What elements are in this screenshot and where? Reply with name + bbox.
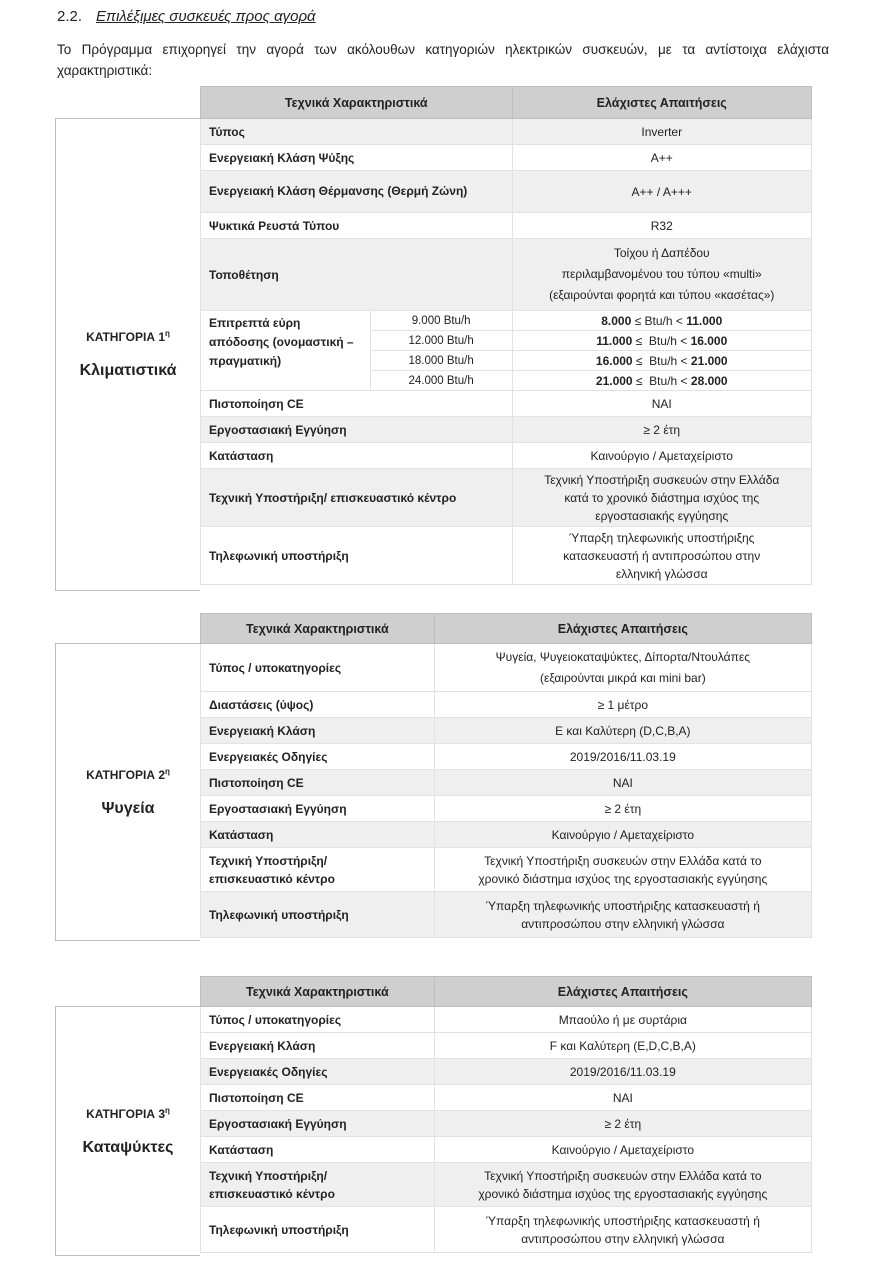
table-row: 24.000 Btu/h 21.000 ≤ Btu/h < 28.000 bbox=[201, 371, 812, 391]
table-row: Ενεργειακή Κλάση Ψύξης A++ bbox=[201, 145, 812, 171]
table-row: 18.000 Btu/h 16.000 ≤ Btu/h < 21.000 bbox=[201, 351, 812, 371]
category-2-cell bbox=[55, 643, 200, 941]
table-row: Πιστοποίηση CE ΝΑΙ bbox=[201, 1085, 812, 1111]
header-req: Ελάχιστες Απαιτήσεις bbox=[512, 87, 812, 119]
category-3-table bbox=[200, 976, 812, 1253]
table-row: Τεχνική Υποστήριξη/ επισκευαστικό κέντρο Τεχνική Υποστήριξη συσκευών στην Ελλάδα κατά το χρονικό διάστημα ισχύος της εργοστασιακής εγγύησης bbox=[201, 848, 812, 892]
table-row: Τύπος / υποκατηγορίες Ψυγεία, Ψυγειοκαταψύκτες, Δίπορτα/Ντουλάπες (εξαιρούνται μικρά και mini bar) bbox=[201, 644, 812, 692]
table-row: Διαστάσεις (ύψος) ≥ 1 μέτρο bbox=[201, 692, 812, 718]
header-req: Ελάχιστες Απαιτήσεις bbox=[434, 614, 811, 644]
category-3-name: Καταψύκτες bbox=[82, 1138, 174, 1156]
category-3-number: ΚΑΤΗΓΟΡΙΑ $3^\eta$ bbox=[86, 1105, 170, 1121]
table-row: Ενεργειακές Οδηγίες 2019/2016/11.03.19 bbox=[201, 744, 812, 770]
section-heading bbox=[57, 8, 316, 25]
intro-paragraph: Το Πρόγραμμα επιχορηγεί την αγορά των ακόλουθων κατηγοριών ηλεκτρικών συσκευών, με τα αντίστοιχα ελάχιστα χαρακτηριστικά: bbox=[57, 42, 829, 78]
table-row: Τοποθέτηση Τοίχου ή Δαπέδου περιλαμβανομένου του τύπου «multi» (εξαιρούνται φορητά και τύπου «κασέτας») bbox=[201, 239, 812, 311]
header-tech: Τεχνικά Χαρακτηριστικά bbox=[201, 87, 513, 119]
category-1-table bbox=[200, 86, 812, 585]
category-2-name: Ψυγεία bbox=[101, 799, 155, 817]
table-row: Τηλεφωνική υποστήριξη Ύπαρξη τηλεφωνικής υποστήριξης κατασκευαστή ή αντιπροσώπου στην ελληνική γλώσσα bbox=[201, 1207, 812, 1253]
table-row: Ενεργειακές Οδηγίες 2019/2016/11.03.19 bbox=[201, 1059, 812, 1085]
table-row: Πιστοποίηση CE ΝΑΙ bbox=[201, 770, 812, 796]
table-row: Κατάσταση Καινούργιο / Αμεταχείριστο bbox=[201, 443, 812, 469]
table-row: Τηλεφωνική υποστήριξη Ύπαρξη τηλεφωνικής υποστήριξης κατασκευαστή ή αντιπροσώπου στην ελληνική γλώσσα bbox=[201, 892, 812, 938]
section-number: 2.2. bbox=[57, 8, 83, 25]
table-row: Τηλεφωνική υποστήριξη Ύπαρξη τηλεφωνικής υποστήριξης κατασκευαστή ή αντιπροσώπου στην ελληνική γλώσσα bbox=[201, 527, 812, 585]
header-tech: Τεχνικά Χαρακτηριστικά bbox=[201, 977, 435, 1007]
table-row: Ενεργειακή Κλάση E και Καλύτερη (D,C,B,A) bbox=[201, 718, 812, 744]
table-row: Τεχνική Υποστήριξη/ επισκευαστικό κέντρο Τεχνική Υποστήριξη συσκευών στην Ελλάδα κατά το χρονικό διάστημα ισχύος της εργοστασιακής εγγύησης bbox=[201, 1163, 812, 1207]
table-row: Κατάσταση Καινούργιο / Αμεταχείριστο bbox=[201, 822, 812, 848]
table-row: Κατάσταση Καινούργιο / Αμεταχείριστο bbox=[201, 1137, 812, 1163]
category-2-table bbox=[200, 613, 812, 938]
table-row: Εργοστασιακή Εγγύηση ≥ 2 έτη bbox=[201, 417, 812, 443]
table-row: Ενεργειακή Κλάση F και Καλύτερη (E,D,C,B,A) bbox=[201, 1033, 812, 1059]
header-tech: Τεχνικά Χαρακτηριστικά bbox=[201, 614, 435, 644]
category-3-cell bbox=[55, 1006, 200, 1256]
table-row: Επιτρεπτά εύρη απόδοσης (ονομαστική – πραγματική) 9.000 Btu/h 8.000 ≤ Btu/h < 11.000 bbox=[201, 311, 812, 331]
table-row: Ενεργειακή Κλάση Θέρμανσης (Θερμή Ζώνη) A++ / A+++ bbox=[201, 171, 812, 213]
table-row: Ψυκτικά Ρευστά Τύπου R32 bbox=[201, 213, 812, 239]
section-title: Επιλέξιμες συσκευές προς αγορά bbox=[96, 8, 316, 25]
table-row: Εργοστασιακή Εγγύηση ≥ 2 έτη bbox=[201, 1111, 812, 1137]
table-row: Πιστοποίηση CE ΝΑΙ bbox=[201, 391, 812, 417]
table-row: Τεχνική Υποστήριξη/ επισκευαστικό κέντρο Τεχνική Υποστήριξη συσκευών στην Ελλάδα κατά το χρονικό διάστημα ισχύος της εργοστασιακής εγγύησης bbox=[201, 469, 812, 527]
table-row: Τύπος / υποκατηγορίες Μπαούλο ή με συρτάρια bbox=[201, 1007, 812, 1033]
category-1-number: ΚΑΤΗΓΟΡΙΑ $1^\eta$ bbox=[86, 329, 170, 344]
table-row: 12.000 Btu/h 11.000 ≤ Btu/h < 16.000 bbox=[201, 331, 812, 351]
category-1-cell bbox=[55, 118, 200, 591]
table-row: Εργοστασιακή Εγγύηση ≥ 2 έτη bbox=[201, 796, 812, 822]
category-1-name: Κλιματιστικά bbox=[79, 362, 177, 379]
table-row: Τύπος Inverter bbox=[201, 119, 812, 145]
header-req: Ελάχιστες Απαιτήσεις bbox=[434, 977, 811, 1007]
category-2-number: ΚΑΤΗΓΟΡΙΑ $2^\eta$ bbox=[86, 766, 170, 782]
